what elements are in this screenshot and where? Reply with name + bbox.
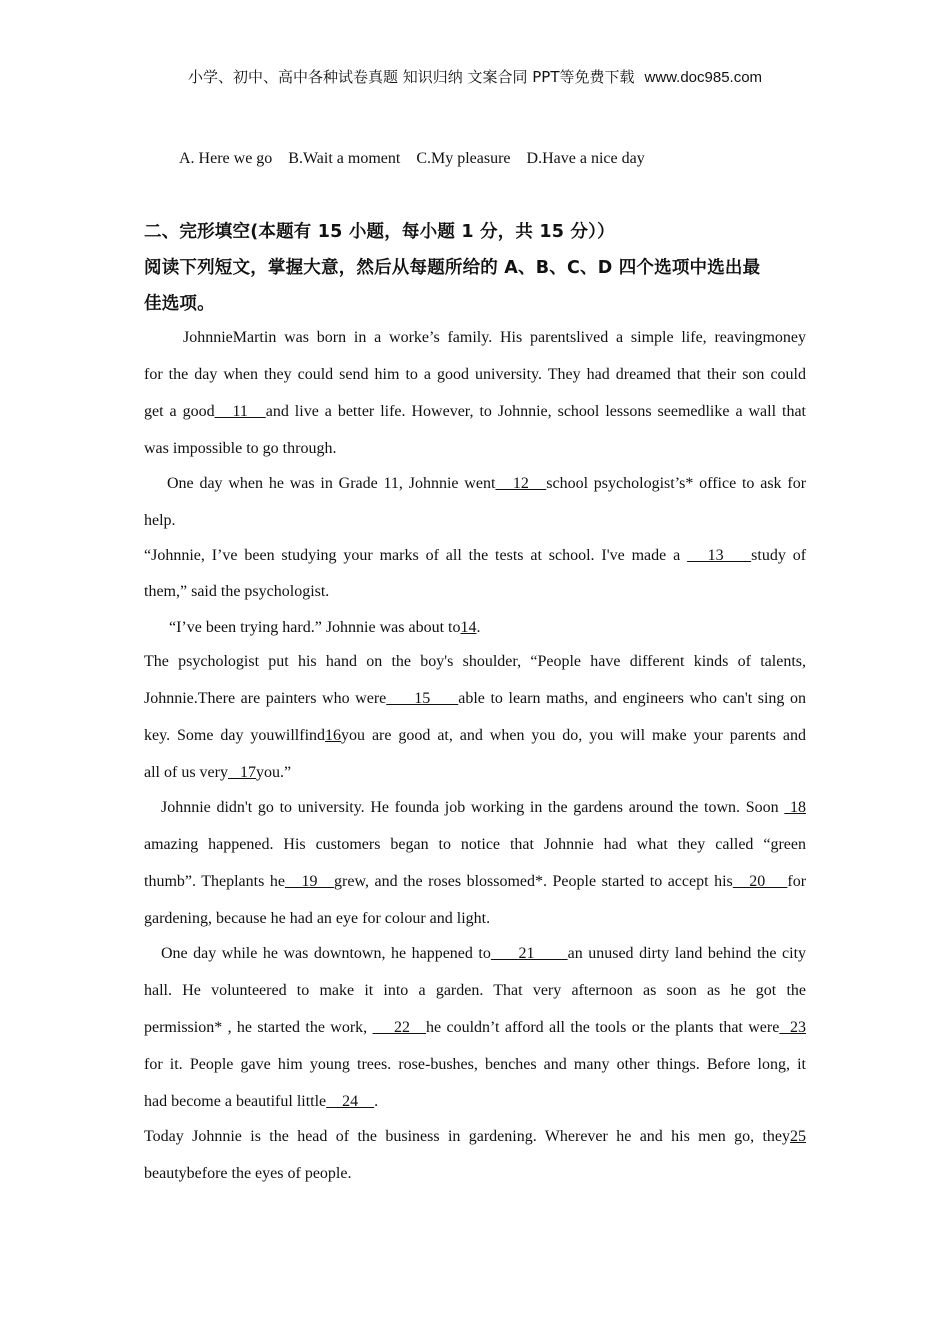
passage-line: thumb”. Theplants he 19 grew, and the roses blossomed*. People started to accept his 20 for	[144, 873, 807, 890]
blank-23: 23	[779, 1019, 807, 1036]
passage-line: “I’ve been trying hard.” Johnnie was about to14.	[169, 619, 481, 636]
blank-14: 14	[460, 619, 477, 636]
blank-18: 18	[784, 799, 806, 816]
passage-line: help.	[144, 512, 176, 529]
page-header	[0, 66, 950, 87]
header-text: 小学、初中、高中各种试卷真题 知识归纳 文案合同 PPT等免费下载	[187, 68, 635, 86]
blank-11: 11	[214, 403, 266, 420]
passage-line: Johnnie.There are painters who were 15 able to learn maths, and engineers who can't sing on	[144, 690, 807, 707]
passage-line: The psychologist put his hand on the boy's shoulder, “People have different kinds of talents,	[144, 653, 806, 670]
blank-13: 13	[687, 547, 752, 564]
passage-line: Johnnie didn't go to university. He founda job working in the gardens around the town. Soon 18	[161, 799, 806, 816]
blank-25: 25	[790, 1128, 806, 1145]
passage-line: had become a beautiful little 24 .	[144, 1093, 379, 1110]
passage-line: One day while he was downtown, he happened to 21 an unused dirty land behind the city	[161, 945, 807, 962]
blank-21: 21	[490, 945, 568, 962]
passage-line: hall. He volunteered to make it into a garden. That very afternoon as soon as he got the	[144, 982, 806, 999]
passage-line: amazing happened. His customers began to notice that Johnnie had what they called “green	[144, 836, 806, 853]
section-instruction-cont: 佳选项。	[144, 294, 215, 314]
blank-15: 15	[386, 690, 459, 707]
blank-12: 12	[495, 475, 547, 492]
blank-16: 16	[325, 727, 342, 744]
passage-line: “Johnnie, I’ve been studying your marks of all the tests at school. I've made a 13 study of	[144, 547, 807, 564]
passage-line: beautybefore the eyes of people.	[144, 1165, 352, 1182]
passage-line: One day when he was in Grade 11, Johnnie went 12 school psychologist’s* office to ask for	[167, 475, 807, 492]
header-url[interactable]: www.doc985.com	[644, 69, 763, 86]
blank-17: 17	[227, 764, 256, 781]
blank-24: 24	[326, 1093, 375, 1110]
answer-options: A. Here we go B.Wait a moment C.My pleasure D.Have a nice day	[179, 150, 645, 167]
section-instruction: 阅读下列短文，掌握大意，然后从每题所给的 A、B、C、D 四个选项中选出最	[144, 258, 761, 278]
passage-line: get a good 11 and live a better life. However, to Johnnie, school lessons seemedlike a wall that	[144, 403, 807, 420]
passage-line: permission* , he started the work, 22 he couldn’t afford all the tools or the plants that were 23	[144, 1019, 807, 1036]
passage-line: for the day when they could send him to a good university. They had dreamed that their son could	[144, 366, 806, 383]
passage-line: gardening, because he had an eye for colour and light.	[144, 910, 491, 927]
passage-line: JohnnieMartin was born in a worke’s family. His parentslived a simple life, reavingmoney	[183, 329, 806, 346]
blank-20: 20	[732, 873, 788, 890]
blank-22: 22	[372, 1019, 427, 1036]
passage-line: was impossible to go through.	[144, 440, 337, 457]
passage-line: key. Some day youwillfind16you are good at, and when you do, you will make your parents and	[144, 727, 806, 744]
section-title: 二、完形填空(本题有 15 小题，每小题 1 分，共 15 分））	[144, 222, 615, 242]
passage-line: all of us very 17you.”	[144, 764, 292, 781]
passage-line: them,” said the psychologist.	[144, 583, 330, 600]
passage-line: for it. People gave him young trees. rose-bushes, benches and many other things. Before long, it	[144, 1056, 806, 1073]
blank-19: 19	[284, 873, 335, 890]
passage-line: Today Johnnie is the head of the business in gardening. Wherever he and his men go, they25	[144, 1128, 806, 1145]
